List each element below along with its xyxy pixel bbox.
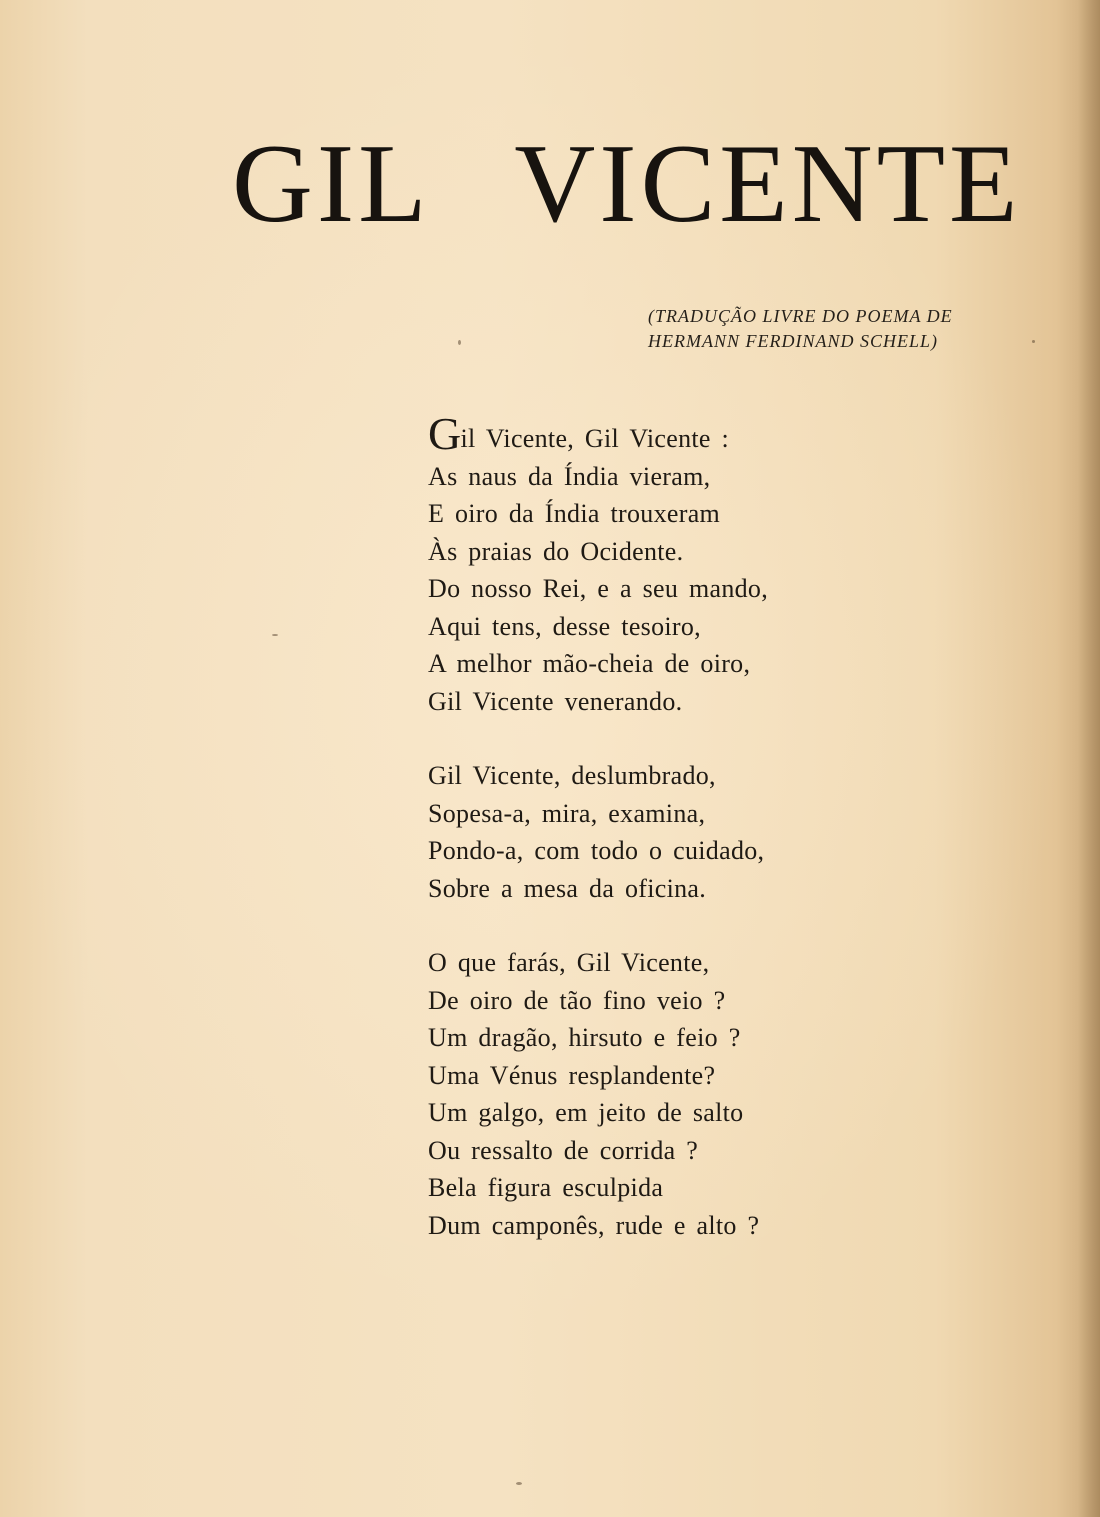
paper-speck bbox=[516, 1482, 522, 1485]
poem-line: Bela figura esculpida bbox=[428, 1173, 664, 1202]
poem-line: A melhor mão-cheia de oiro, bbox=[428, 649, 751, 678]
stanza-1 bbox=[428, 408, 988, 720]
poem-line: Pondo-a, com todo o cuidado, bbox=[428, 836, 765, 865]
stanza-2 bbox=[428, 757, 988, 907]
poem-line: Gil Vicente, deslumbrado, bbox=[428, 761, 716, 790]
translation-note-line-2: HERMANN FERDINAND SCHELL) bbox=[648, 331, 938, 351]
poem bbox=[428, 408, 988, 1244]
paper-speck bbox=[458, 340, 461, 345]
translation-note bbox=[648, 304, 1048, 354]
poem-line: As naus da Índia vieram, bbox=[428, 461, 711, 491]
stanza-3 bbox=[428, 944, 988, 1244]
poem-line bbox=[428, 408, 988, 459]
poem-line: Do nosso Rei, e a seu mando, bbox=[428, 574, 769, 603]
translation-note-line-1: (TRADUÇÃO LIVRE DO POEMA DE bbox=[648, 306, 953, 326]
poem-line: Aqui tens, desse tesoiro, bbox=[428, 611, 701, 641]
poem-line: Uma Vénus resplandente? bbox=[428, 1060, 716, 1090]
poem-line: E oiro da Índia trouxeram bbox=[428, 499, 721, 528]
page-title: GIL VICENTE bbox=[232, 122, 1022, 246]
poem-line: Gil Vicente venerando. bbox=[428, 686, 683, 716]
poem-line: Dum camponês, rude e alto ? bbox=[428, 1210, 760, 1240]
paper-speck bbox=[272, 634, 278, 636]
poem-line: Um dragão, hirsuto e feio ? bbox=[428, 1023, 741, 1052]
poem-line-text: il Vicente, Gil Vicente : bbox=[460, 424, 730, 453]
drop-cap: G bbox=[428, 408, 462, 459]
poem-line: De oiro de tão fino veio ? bbox=[428, 985, 726, 1015]
poem-line: Sobre a mesa da oficina. bbox=[428, 873, 707, 903]
poem-line: Um galgo, em jeito de salto bbox=[428, 1098, 744, 1127]
poem-line: Às praias do Ocidente. bbox=[428, 536, 684, 566]
poem-line: Ou ressalto de corrida ? bbox=[428, 1135, 699, 1165]
poem-line: O que farás, Gil Vicente, bbox=[428, 948, 710, 977]
paper-speck bbox=[1032, 340, 1035, 343]
poem-line: Sopesa-a, mira, examina, bbox=[428, 798, 706, 828]
